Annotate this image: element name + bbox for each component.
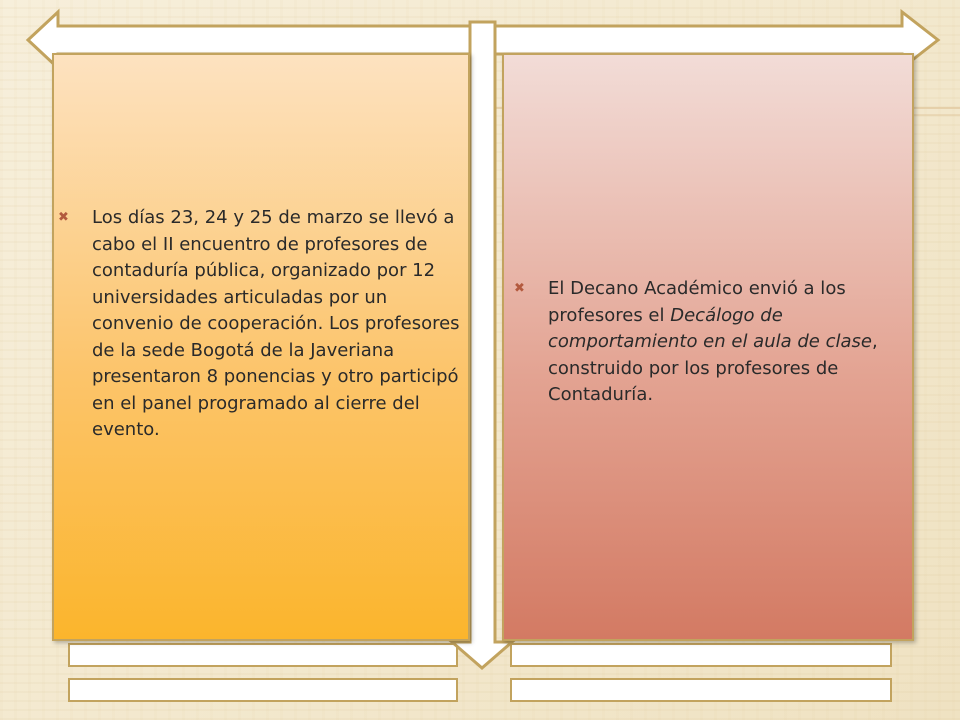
right-text-italic: Decálogo de comportamiento en el aula de clase: [548, 304, 872, 352]
left-bullet-item: [58, 205, 462, 444]
right-text-before: El Decano Académico envió a los profesores el: [548, 278, 846, 326]
x-mark-icon: ✖: [514, 281, 525, 296]
x-mark-icon: ✖: [58, 210, 69, 225]
right-text-after: , construido por los profesores de Contaduría.: [548, 331, 878, 405]
right-bullet-item: [514, 276, 906, 409]
right-bullet-text: [548, 276, 906, 409]
left-bullet-text: Los días 23, 24 y 25 de marzo se llevó a cabo el II encuentro de profesores de contaduría pública, organizado por 12 universidades articuladas por un convenio de cooperación. Los profesores de la sede Bogotá de la Javeriana presentaron 8 ponencias y otro participó en el panel programado al cierre del evento.: [92, 207, 460, 440]
